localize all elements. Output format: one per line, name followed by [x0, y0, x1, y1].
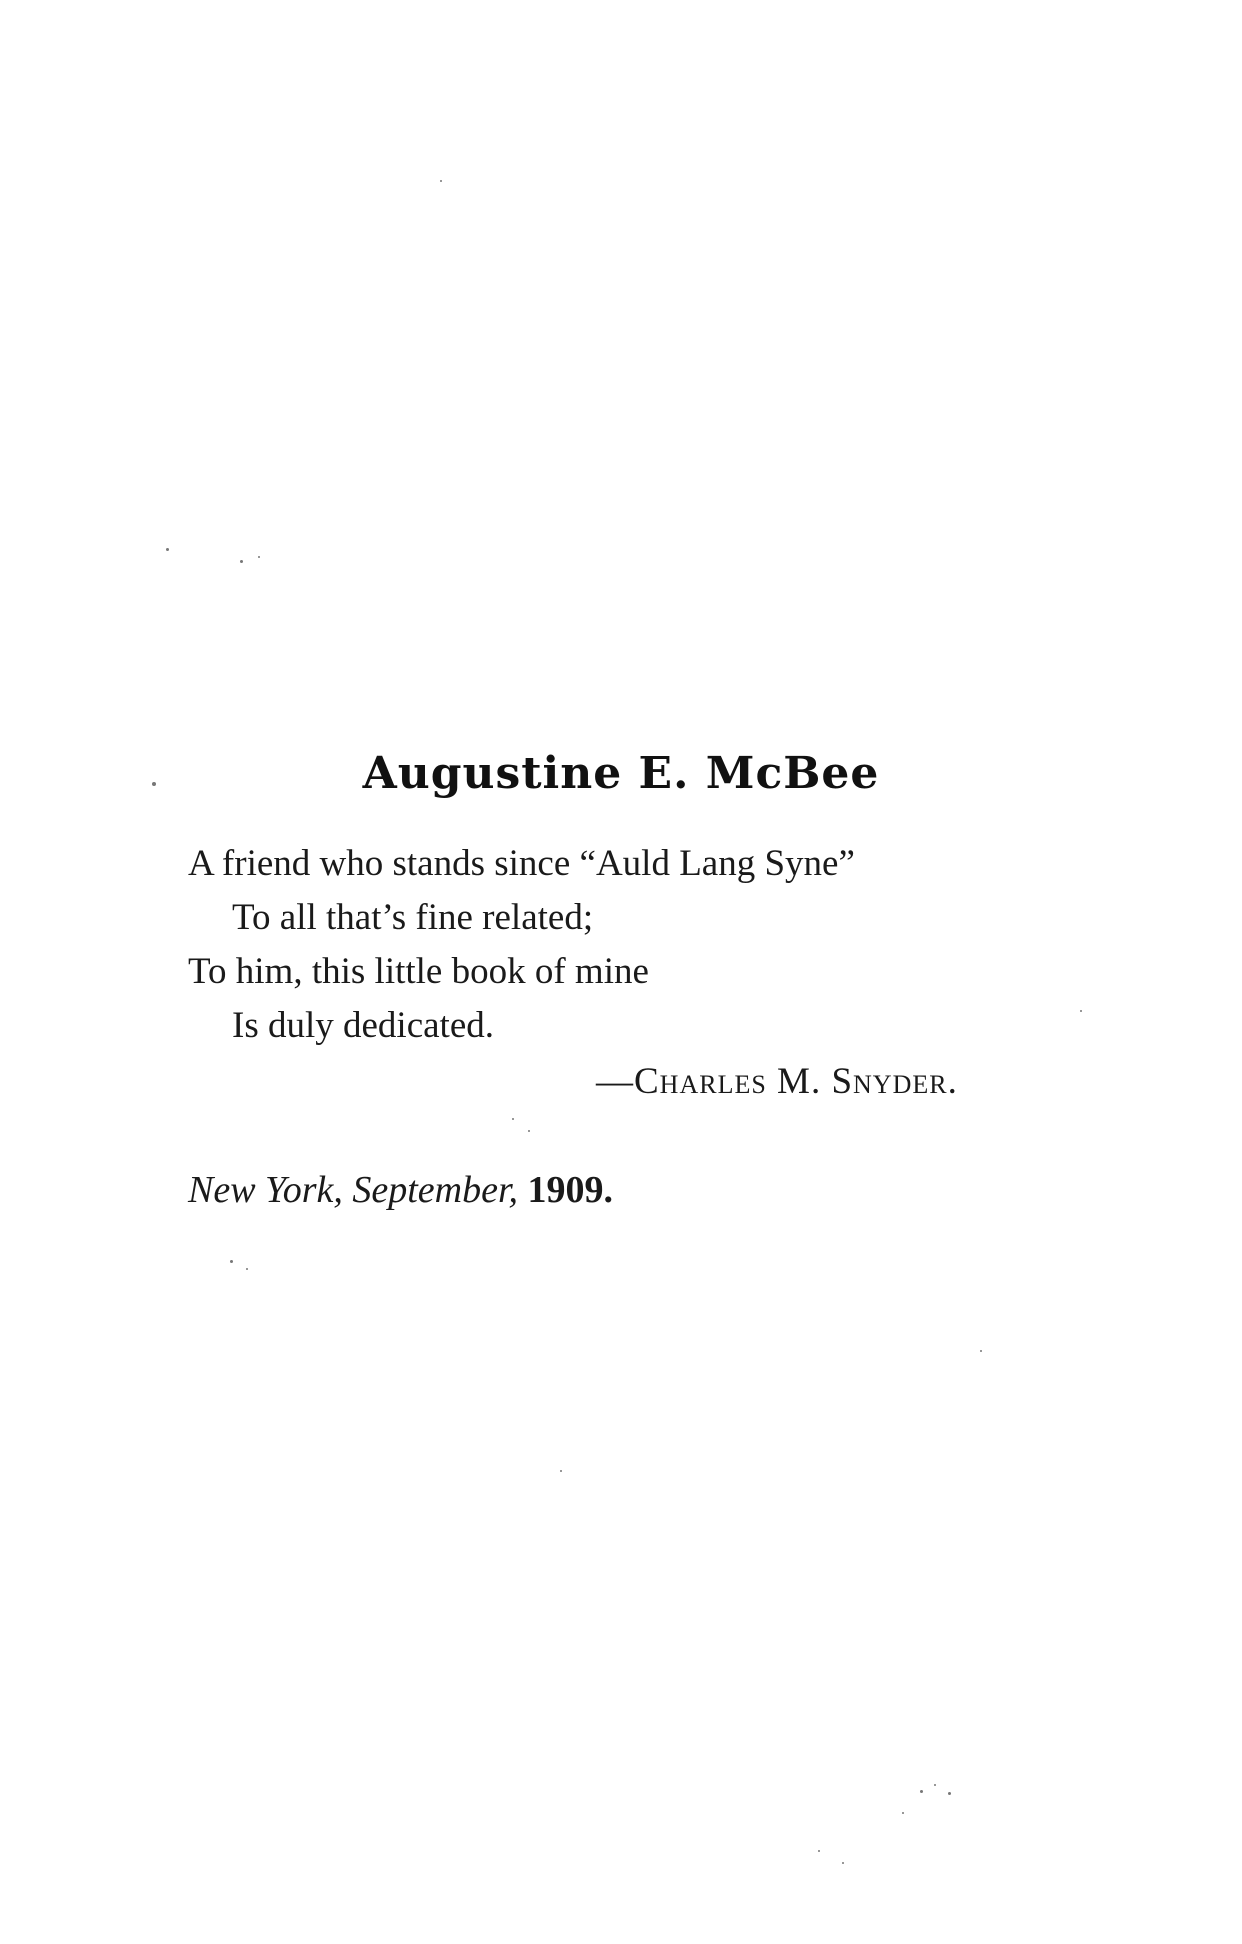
dateline-year: 1909.: [527, 1169, 614, 1211]
dateline: [188, 1168, 613, 1212]
verse-line-2: To all that’s fine related;: [232, 897, 594, 938]
verse-line-3: To him, this little book of mine: [188, 951, 649, 992]
author-signature: —Charles M. Snyder.: [596, 1061, 958, 1102]
dedicatee-name: Augustine E. McBee: [362, 748, 880, 799]
verse-line-4: Is duly dedicated.: [232, 1005, 494, 1046]
dateline-place: New York, September,: [188, 1169, 519, 1211]
verse-line-1: A friend who stands since “Auld Lang Syne”: [188, 843, 855, 884]
